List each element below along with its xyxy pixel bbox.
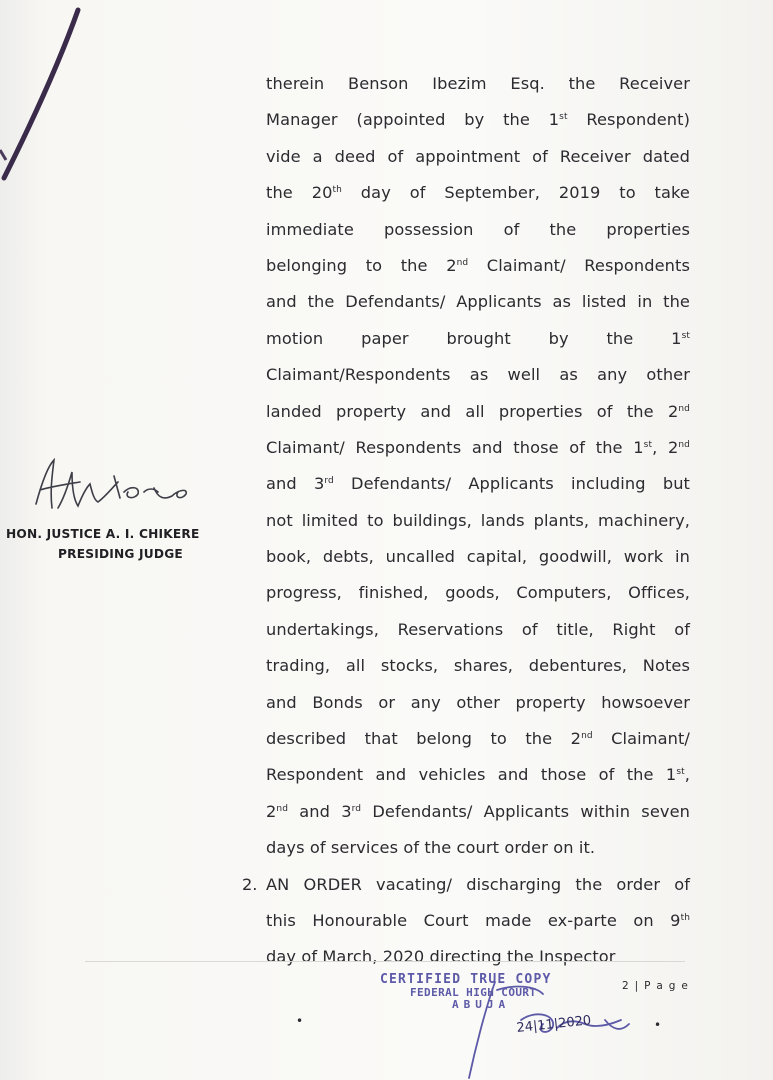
text-line: not limited to buildings, lands plants, machinery,: [266, 510, 690, 530]
text-line: 2nd and 3rd Defendants/ Applicants within seven: [266, 801, 690, 821]
order-body-text: [242, 66, 690, 976]
text-line: undertakings, Reservations of title, Right of: [266, 619, 690, 639]
text-line: therein Benson Ibezim Esq. the Receiver: [266, 74, 690, 93]
order-paragraph-1: [266, 66, 690, 867]
order-item-2-text: [266, 867, 690, 976]
text-line: the 20th day of September, 2019 to take: [266, 183, 690, 203]
stamp-date-handwritten: 24|11|2020: [515, 1013, 592, 1036]
page-edge-mark: [0, 0, 90, 190]
stamp-line-3: ABUJA: [452, 998, 511, 1011]
judge-name: HON. JUSTICE A. I. CHIKERE: [6, 527, 200, 541]
footer-divider: [85, 961, 685, 962]
scan-mark: •: [296, 1014, 304, 1028]
order-item-2: [242, 867, 690, 976]
text-line: vide a deed of appointment of Receiver dated: [266, 146, 690, 166]
text-line: trading, all stocks, shares, debentures, Notes: [266, 656, 690, 676]
text-line: belonging to the 2nd Claimant/ Respondents: [266, 255, 690, 275]
judge-signature: [28, 452, 198, 522]
stamp-signature: [425, 980, 675, 1080]
judge-title: PRESIDING JUDGE: [58, 547, 183, 561]
order-item-number: 2.: [242, 874, 258, 894]
text-line: motion paper brought by the 1st: [266, 328, 690, 348]
scan-mark: •: [654, 1018, 662, 1032]
text-line: immediate possession of the properties: [266, 219, 690, 239]
stamp-line-2: FEDERAL HIGH COURT: [410, 986, 537, 999]
text-line: book, debts, uncalled capital, goodwill, work in: [266, 547, 690, 567]
text-line: and Bonds or any other property howsoever: [266, 692, 690, 712]
text-line: this Honourable Court made ex-parte on 9th: [266, 910, 690, 930]
text-line: Manager (appointed by the 1st Respondent): [266, 110, 690, 130]
text-line: AN ORDER vacating/ discharging the order of: [266, 874, 690, 894]
text-line: landed property and all properties of the 2nd: [266, 401, 690, 421]
text-line: day of March, 2020 directing the Inspector: [266, 947, 616, 967]
text-line: Claimant/Respondents as well as any other: [266, 365, 690, 385]
text-line: and the Defendants/ Applicants as listed in the: [266, 292, 690, 312]
text-line: progress, finished, goods, Computers, Offices,: [266, 583, 690, 603]
stamp-line-1: CERTIFIED TRUE COPY: [380, 972, 552, 987]
text-line: days of services of the court order on it.: [266, 838, 596, 858]
text-line: Claimant/ Respondents and those of the 1st, 2nd: [266, 437, 690, 457]
text-line: described that belong to the 2nd Claimant/: [266, 729, 690, 749]
text-line: and 3rd Defendants/ Applicants including but: [266, 474, 690, 494]
text-line: Respondent and vehicles and those of the 1st,: [266, 765, 690, 785]
page-number: 2 | P a g e: [622, 980, 690, 992]
